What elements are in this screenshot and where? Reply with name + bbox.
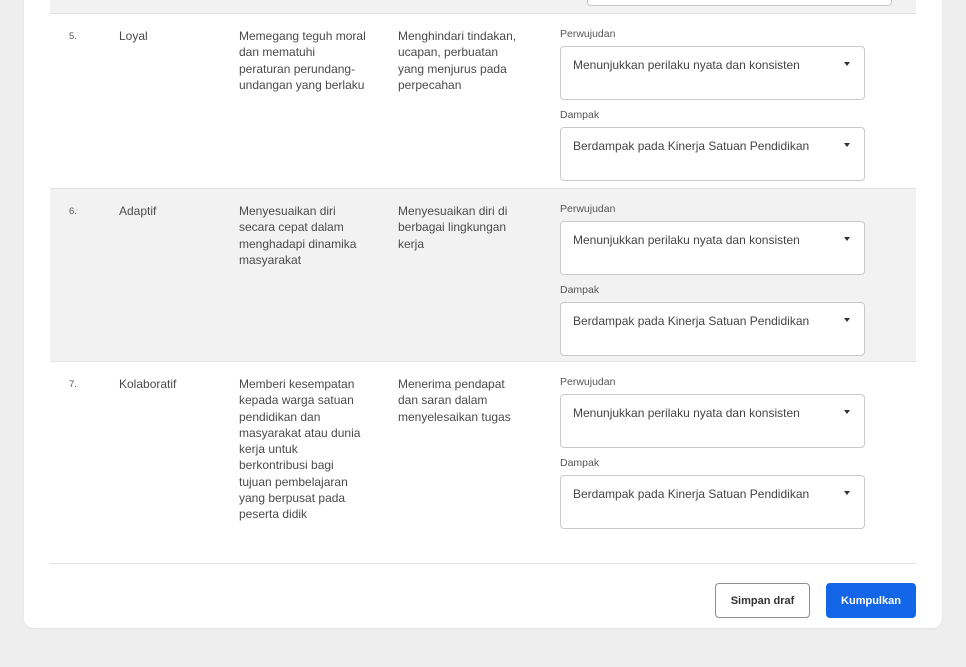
chevron-down-icon	[844, 143, 850, 147]
value-name: Adaptif	[119, 204, 157, 218]
dampak-selected-value: Berdampak pada Kinerja Satuan Pendidikan	[573, 487, 810, 501]
dampak-label: Dampak	[560, 284, 600, 296]
select-partial[interactable]	[587, 0, 892, 6]
value-definition: Memberi kesempatan kepada warga satuan pendidikan dan masyarakat atau dunia kerja untuk berkontribusi bagi tujuan pembelajaran yang berpusat pada peserta didik	[239, 377, 361, 522]
perwujudan-select[interactable]	[560, 221, 865, 275]
value-name: Loyal	[119, 29, 148, 43]
dampak-selected-value: Berdampak pada Kinerja Satuan Pendidikan	[573, 139, 810, 153]
dampak-selected-value: Berdampak pada Kinerja Satuan Pendidikan	[573, 314, 810, 328]
perwujudan-label: Perwujudan	[560, 203, 616, 215]
perwujudan-label: Perwujudan	[560, 28, 616, 40]
perwujudan-select[interactable]	[560, 394, 865, 448]
value-example: Menerima pendapat dan saran dalam menyelesaikan tugas	[398, 377, 511, 424]
chevron-down-icon	[844, 62, 850, 66]
value-definition: Memegang teguh moral dan mematuhi peraturan perundang-undangan yang berlaku	[239, 29, 366, 92]
perwujudan-selected-value: Menunjukkan perilaku nyata dan konsisten	[573, 58, 800, 72]
divider	[50, 563, 916, 564]
table-row	[50, 14, 916, 189]
chevron-down-icon	[844, 410, 850, 414]
row-number: 7.	[69, 379, 77, 390]
chevron-down-icon	[844, 237, 850, 241]
dampak-label: Dampak	[560, 109, 600, 121]
value-example: Menyesuaikan diri di berbagai lingkungan kerja	[398, 204, 508, 251]
dampak-select[interactable]	[560, 127, 865, 181]
table-row	[50, 189, 916, 362]
assessment-fields	[560, 375, 890, 529]
value-name: Kolaboratif	[119, 377, 177, 391]
form-card	[24, 0, 942, 628]
dampak-select[interactable]	[560, 302, 865, 356]
assessment-fields	[560, 202, 890, 356]
perwujudan-selected-value: Menunjukkan perilaku nyata dan konsisten	[573, 406, 800, 420]
table-row-partial	[50, 0, 916, 14]
chevron-down-icon	[844, 491, 850, 495]
perwujudan-label: Perwujudan	[560, 376, 616, 388]
row-number: 5.	[69, 31, 77, 42]
row-number: 6.	[69, 206, 77, 217]
table-row	[50, 362, 916, 563]
dampak-label: Dampak	[560, 457, 600, 469]
value-definition: Menyesuaikan diri secara cepat dalam menghadapi dinamika masyarakat	[239, 204, 357, 267]
chevron-down-icon	[844, 318, 850, 322]
submit-button[interactable]: Kumpulkan	[826, 583, 916, 618]
save-draft-button[interactable]: Simpan draf	[715, 583, 810, 618]
dampak-select[interactable]	[560, 475, 865, 529]
perwujudan-select[interactable]	[560, 46, 865, 100]
assessment-fields	[560, 27, 890, 181]
perwujudan-selected-value: Menunjukkan perilaku nyata dan konsisten	[573, 233, 800, 247]
value-example: Menghindari tindakan, ucapan, perbuatan yang menjurus pada perpecahan	[398, 29, 517, 92]
